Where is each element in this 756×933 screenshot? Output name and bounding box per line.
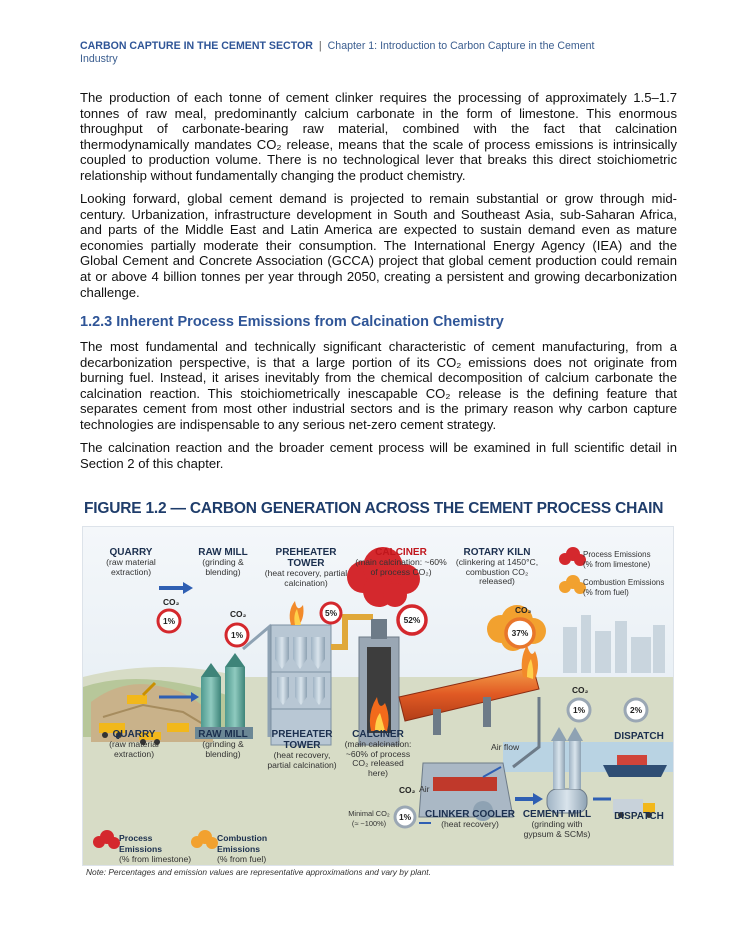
label-raw-mill-bottom: RAW MILL (grinding & blending) — [198, 729, 248, 759]
figure-note: Note: Percentages and emission values are representative approximations and vary by plant. — [86, 867, 431, 877]
label-minimal-co2: Minimal CO₂ (≈ ~100%) — [348, 809, 390, 828]
header-separator: | — [318, 40, 322, 52]
header-section: CARBON CAPTURE IN THE CEMENT SECTOR — [80, 40, 313, 52]
co2-label-right: CO₂ — [572, 685, 589, 695]
label-quarry-bottom: QUARRY (raw material extraction) — [109, 729, 159, 759]
paragraph-4: The calcination reaction and the broader cement process will be examined in full scientific detail in Section 2 of this chapter. — [80, 440, 677, 471]
label-air-flow: Air flow — [491, 742, 520, 752]
badge-calciner: 52% — [403, 615, 421, 625]
figure-title: FIGURE 1.2 — CARBON GENERATION ACROSS THE CEMENT PROCESS CHAIN — [84, 500, 664, 517]
co2-label-rawmill: CO₂ — [230, 609, 247, 619]
co2-label-quarry: CO₂ — [163, 597, 180, 607]
label-quarry-top: QUARRY (raw material extraction) — [106, 547, 156, 577]
label-cement-mill: CEMENT MILL (grinding with gypsum & SCMs) — [522, 809, 592, 839]
header-chapter-cont: Industry — [80, 53, 118, 65]
label-calciner-top: CALCINER (main calcination: ~60% of process CO₂) — [355, 547, 447, 577]
legend-combustion-top: Combustion Emissions (% from fuel) — [583, 578, 665, 597]
badge-dispatch: 2% — [629, 705, 643, 715]
calciner-illustration — [359, 619, 399, 745]
figure-1-2 — [82, 498, 672, 882]
label-raw-mill-top: RAW MILL (grinding & blending) — [198, 547, 248, 577]
legend-process-top: Process Emissions (% from limestone) — [583, 550, 651, 569]
paragraph-2: Looking forward, global cement demand is projected to remain substantial or grow through mid-century. Urbanization, infrastructure development in South and Southeast Asia, sub-Saharan Africa, and parts of the Middle East and Latin America are expected to sustain demand even as mature economies partially moderate their consumption. The International Energy Agency (IEA) and the Global Cement and Concrete Association (GCCA) project that global cement production could remain at or above 4 billion tonnes per year through 2050, creating a persistent and growing decarbonization challenge. — [80, 191, 677, 300]
paragraph-1: The production of each tonne of cement clinker requires the processing of approximately 1.5–1.7 tonnes of raw meal, predominantly calcium carbonate in the form of limestone. This enormous throughput of carbonate-bearing raw material, combined with the fact that calcination thermodynamically mandates CO₂ release, means that the scale of process emissions is intrinsically coupled to production volume. There is no technological lever that breaks this direct stoichiometric relationship without fundamentally changing the product chemistry. — [80, 90, 677, 183]
badge-quarry: 1% — [162, 616, 176, 626]
label-rotary-kiln-top: ROTARY KILN (clinkering at 1450°C, combustion CO₂ released) — [455, 547, 539, 587]
process-illustration — [82, 526, 674, 866]
badge-kiln: 37% — [511, 628, 529, 638]
label-clinker-cooler: CLINKER COOLER (heat recovery) — [425, 809, 515, 829]
paragraph-3: The most fundamental and technically significant characteristic of cement manufacturing, from a decarbonization perspective, is that a large portion of its CO₂ emissions does not originate from burning fuel. Instead, it arises inevitably from the chemical decomposition of calcium carbonate the calcination reaction. This stoichiometrically inescapable CO₂ release is the defining feature that separates cement from most other industrial sectors and is the primary reason why carbon capture technologies are indispensable to any serious net-zero cement strategy. — [80, 339, 677, 432]
label-dispatch-top: DISPATCH — [614, 731, 664, 742]
section-heading: 1.2.3 Inherent Process Emissions from Calcination Chemistry — [80, 314, 504, 330]
legend-combustion-bottom: Combustion Emissions (% from fuel) — [217, 833, 268, 864]
label-preheater-bottom: PREHEATER TOWER (heat recovery, partial calcination) — [267, 729, 337, 770]
co2-label-cooler: CO₂ — [399, 785, 416, 795]
running-header — [80, 40, 680, 66]
header-chapter: Chapter 1: Introduction to Carbon Capture in the Cement — [327, 40, 595, 52]
badge-cooler: 1% — [398, 812, 412, 822]
label-air: Air — [419, 784, 430, 794]
label-calciner-bottom: CALCINER (main calcination: ~60% of process CO₂ released here) — [344, 729, 412, 778]
badge-cooler-right: 1% — [572, 705, 586, 715]
badge-preheater: 5% — [324, 608, 338, 618]
badge-raw-mill: 1% — [230, 630, 244, 640]
legend-process-bottom: Process Emissions (% from limestone) — [119, 833, 192, 864]
label-dispatch-bottom: DISPATCH — [614, 811, 664, 822]
label-preheater-top: PREHEATER TOWER (heat recovery, partial calcination) — [264, 547, 348, 588]
co2-label-kiln: CO₂ — [515, 605, 532, 615]
